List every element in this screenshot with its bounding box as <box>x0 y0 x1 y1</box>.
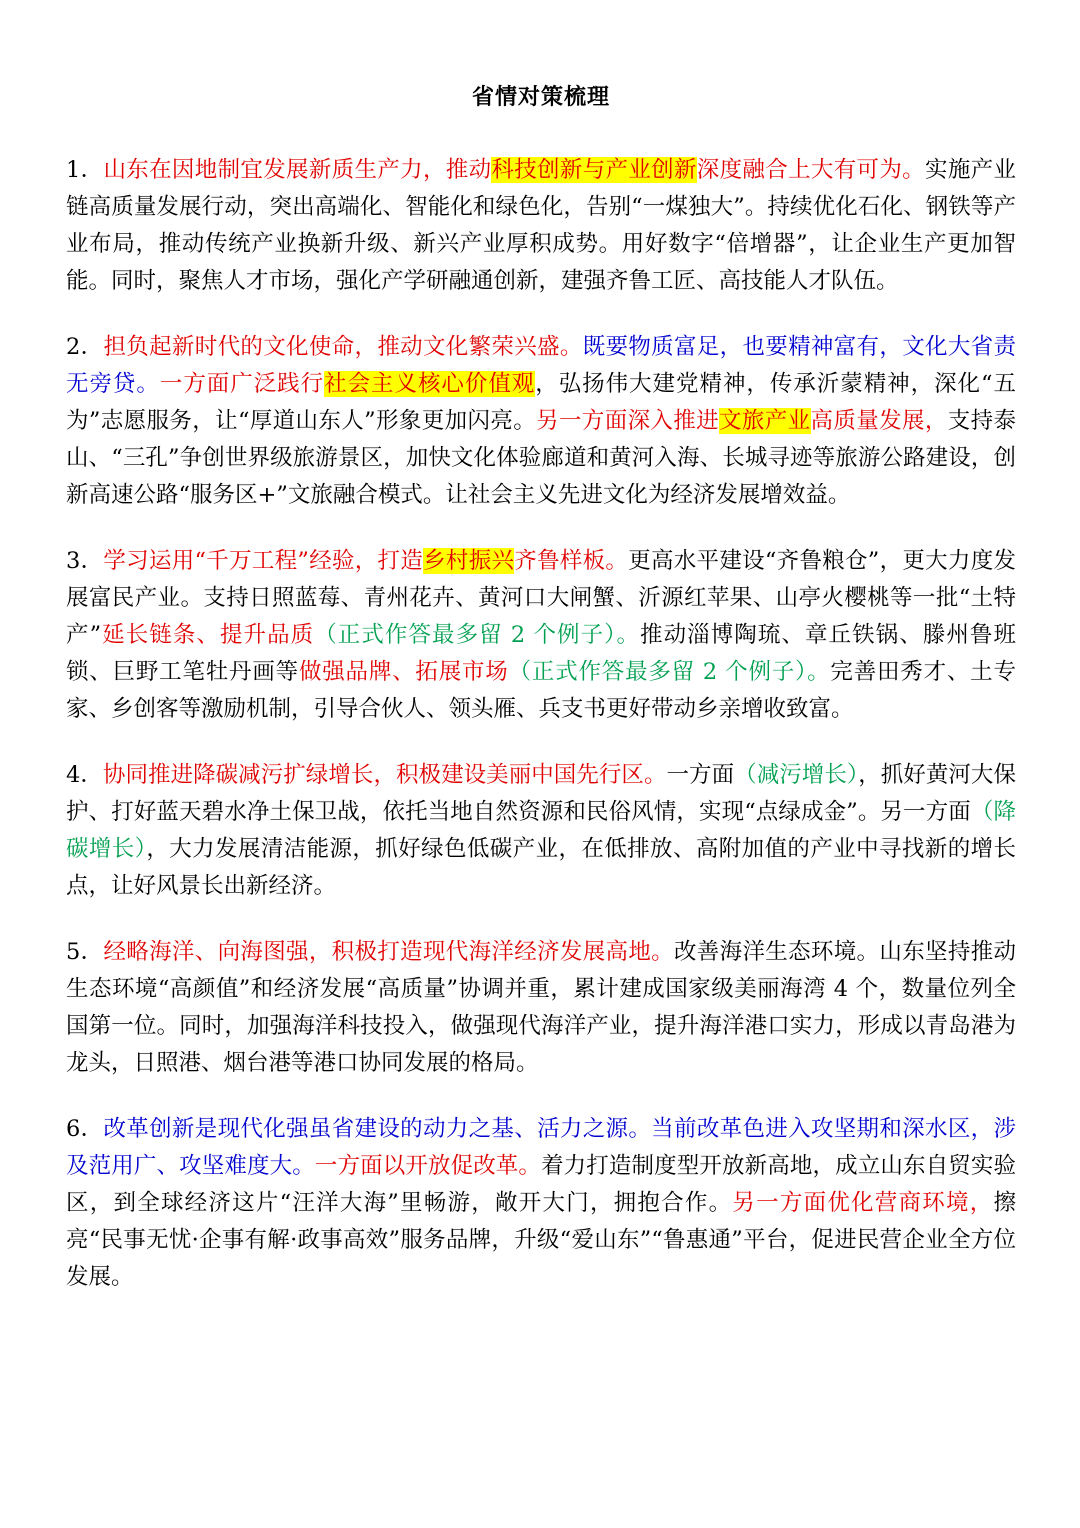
document-page <box>66 0 1016 1296</box>
paragraph-text-segment: 5． <box>66 939 104 965</box>
highlighted-text: 科技创新与产业创新 <box>491 157 697 183</box>
paragraph-text-segment: 改善海洋生态环境。山东坚持推动生态环境“高颜值”和经济发展“高质量”协调并重，累计建成国家级美丽海湾 4 个，数量位列全国第一位。同时，加强海洋科技投入，做强现代海洋产业，提升海洋港口实力，形成以青岛港为龙头，日照港、烟台港等港口协同发展的格局。 <box>66 939 1016 1076</box>
paragraph-text-segment: 推动淄博陶琉、章丘铁锅、滕州鲁班锁、巨野工笔牡丹画等 <box>66 622 1016 685</box>
paragraph-text-segment: 担负起新时代的文化使命，推动文化繁荣兴盛。 <box>103 334 583 360</box>
paragraph-text-segment: 3． <box>66 548 104 574</box>
paragraph-text-segment: 4． <box>66 762 103 788</box>
paragraph-text-segment: 完善田秀才、土专家、乡创客等激励机制，引导合伙人、领头雁、兵支书更好带动乡亲增收致富。 <box>66 659 1016 722</box>
paragraph-text-segment: 支持泰山、“三孔”争创世界级旅游景区，加快文化体验廊道和黄河入海、长城寻迹等旅游公路建设，创新高速公路“服务区+”文旅融合模式。让社会主义先进文化为经济发展增效益。 <box>66 408 1016 508</box>
paragraph-text-segment: 2． <box>66 334 104 360</box>
document-title: 省情对策梳理 <box>471 84 610 110</box>
paragraph-1 <box>66 152 1016 300</box>
paragraph-text-segment: 6． <box>66 1116 104 1142</box>
paragraph-text-segment: 一方面广泛践行 <box>159 371 325 397</box>
paragraph-text-segment: 延长链条、提升品质 <box>101 622 315 648</box>
paragraph-text-segment: 高质量发展， <box>810 408 948 434</box>
paragraph-text-segment: 经略海洋、向海图强，积极打造现代海洋经济发展高地。 <box>103 939 674 965</box>
paragraph-text-segment: 既要物质富足，也要精神富有，文化大省责无旁贷。 <box>66 334 1016 397</box>
paragraph-3 <box>66 543 1016 728</box>
paragraph-text-segment: 改革创新是现代化强虽省建设的动力之基、活力之源。当前改革色进入攻坚期和深水区，涉及范用广、攻坚难度大。 <box>66 1116 1016 1179</box>
paragraph-text-segment: 实施产业链高质量发展行动，突出高端化、智能化和绿色化，告别“一煤独大”。持续优化石化、钢铁等产业布局，推动传统产业换新升级、新兴产业厚积成势。用好数字“倍增器”，让企业生产更加智能。同时，聚焦人才市场，强化产学研融通创新，建强齐鲁工匠、高技能人才队伍。 <box>66 157 1016 294</box>
paragraph-text-segment: 深度融合上大有可为。 <box>696 157 925 183</box>
paragraph-text-segment: 更高水平建设“齐鲁粮仓”，更大力度发展富民产业。支持日照蓝莓、青州花卉、黄河口大闸蟹、沂源红苹果、山亭火樱桃等一批“土特产” <box>66 548 1016 648</box>
paragraph-text-segment: 另一方面优化营商环境， <box>732 1190 994 1216</box>
paragraph-text-segment: 另一方面深入推进 <box>536 408 720 434</box>
paragraph-text-segment: 山东在因地制宜发展新质生产力，推动 <box>103 157 492 183</box>
highlighted-text: 社会主义核心价值观 <box>324 371 536 397</box>
paragraph-2 <box>66 329 1016 514</box>
paragraph-text-segment: 做强品牌、拓展市场 <box>298 659 509 685</box>
paragraph-text-segment: 着力打造制度型开放新高地，成立山东自贸实验区，到全球经济这片“汪洋大海”里畅游，敞开大门，拥抱合作。 <box>66 1153 1016 1216</box>
paragraph-5 <box>66 934 1016 1082</box>
paragraph-text-segment: 1． <box>66 157 104 183</box>
paragraph-text-segment: 学习运用“千万工程”经验，打造 <box>103 548 424 574</box>
paragraph-text-segment: 一方面以开放促改革。 <box>314 1153 542 1179</box>
paragraph-4 <box>66 757 1016 905</box>
paragraph-text-segment: 一方面 <box>666 762 735 788</box>
highlighted-text: 文旅产业 <box>719 408 811 434</box>
paragraph-text-segment: ，抓好黄河大保护、打好蓝天碧水净土保卫战，依托当地自然资源和民俗风情，实现“点绿成金”。另一方面 <box>66 762 1016 825</box>
paragraph-text-segment: （降碳增长） <box>66 799 1016 862</box>
paragraph-6 <box>66 1111 1016 1296</box>
paragraph-text-segment: ，弘扬伟大建党精神，传承沂蒙精神，深化“五为”志愿服务，让“厚道山东人”形象更加闪亮。 <box>66 371 1016 434</box>
paragraph-text-segment: 擦亮“民事无忧·企事有解·政事高效”服务品牌，升级“爱山东”“鲁惠通”平台，促进民营企业全方位发展。 <box>66 1190 1016 1290</box>
highlighted-text: 乡村振兴 <box>423 548 515 574</box>
paragraph-text-segment: （正式作答最多留 2 个例子）。 <box>508 659 831 685</box>
paragraph-text-segment: （正式作答最多留 2 个例子）。 <box>314 622 641 648</box>
paragraph-text-segment: 齐鲁样板。 <box>514 548 629 574</box>
paragraph-text-segment: ，大力发展清洁能源，抓好绿色低碳产业，在低排放、高附加值的产业中寻找新的增长点，让好风景长出新经济。 <box>66 836 1016 899</box>
paragraph-text-segment: 协同推进降碳减污扩绿增长，积极建设美丽中国先行区。 <box>102 762 667 788</box>
paragraph-text-segment: （减污增长） <box>734 762 859 788</box>
